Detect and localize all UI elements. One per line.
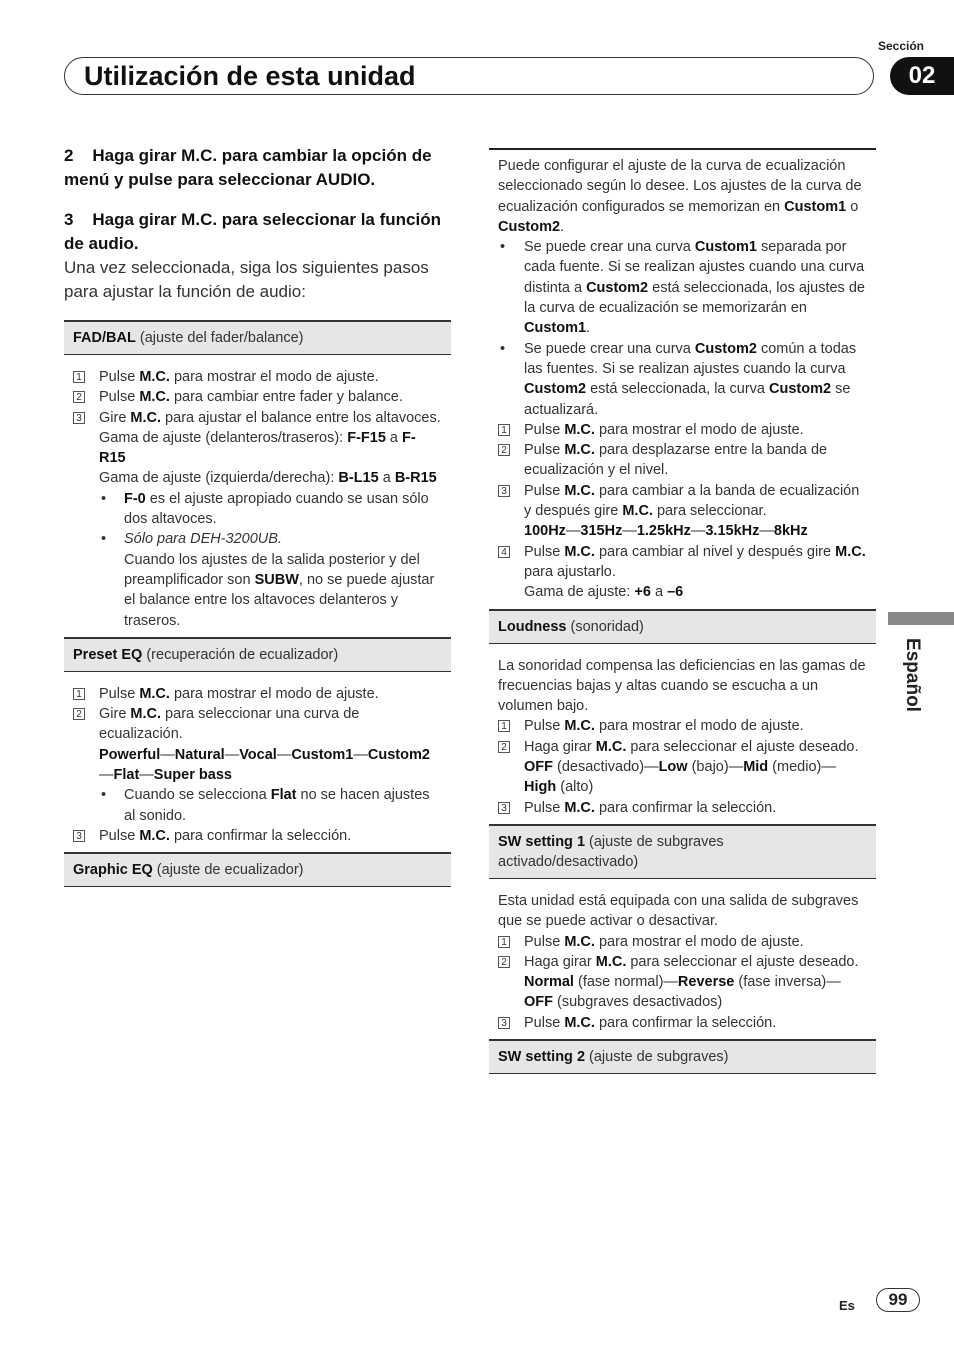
- bullet-item: • Se puede crear una curva Custom1 separada por cada fuente. Si se realizan ajustes cuando una curva distinta a Custom2 está seleccionada, los ajustes de la curva de ecualización se memorizarán en Custom1.: [500, 239, 865, 337]
- list-item: 3 Pulse M.C. para confirmar la selección.: [489, 798, 876, 818]
- step-2: 2 Haga girar M.C. para cambiar la opción de menú y pulse para seleccionar AUDIO.: [64, 146, 432, 189]
- section-number-badge: 02: [890, 57, 954, 95]
- list-item: 2 Gire M.C. para seleccionar una curva de ecualización.: [64, 704, 451, 745]
- list-item: 3 Pulse M.C. para confirmar la selección.: [64, 826, 451, 846]
- list-item: 2 Pulse M.C. para desplazarse entre la banda de ecualización y el nivel.: [489, 440, 876, 481]
- sw-setting-1-intro: Esta unidad está equipada con una salida de subgraves que se puede activar o desactivar.: [498, 892, 859, 930]
- loudness-intro: La sonoridad compensa las deficiencias en las gamas de frecuencias bajas y altas cuando se escucha a un volumen bajo.: [498, 657, 866, 715]
- bullet-item: • Cuando se selecciona Flat no se hacen ajustes al sonido.: [101, 787, 430, 824]
- loudness-heading: Loudness (sonoridad): [489, 609, 876, 644]
- page-number: 99: [876, 1288, 920, 1312]
- sw-setting-2-heading: SW setting 2 (ajuste de subgraves): [489, 1039, 876, 1074]
- list-item: 1 Pulse M.C. para mostrar el modo de ajuste.: [489, 420, 876, 440]
- sw-setting-1-heading: SW setting 1 (ajuste de subgraves activado/desactivado): [489, 824, 876, 879]
- bullet-item: • Sólo para DEH-3200UB. Cuando los ajustes de la salida posterior y del preamplificador son SUBW, no se puede ajustar el balance entre los altavoces delanteros y traseros.: [101, 531, 435, 629]
- list-item: 3 Pulse M.C. para confirmar la selección.: [489, 1013, 876, 1033]
- fadbal-heading: FAD/BAL (ajuste del fader/balance): [64, 320, 451, 355]
- language-tab: [880, 630, 944, 720]
- list-item: 1 Pulse M.C. para mostrar el modo de ajuste.: [64, 367, 451, 387]
- step-3-lead: Una vez seleccionada, siga los siguientes pasos para ajustar la función de audio:: [64, 258, 429, 301]
- graphic-eq-heading: Graphic EQ (ajuste de ecualizador): [64, 852, 451, 887]
- section-label: Sección: [877, 39, 925, 53]
- preset-eq-heading: Preset EQ (recuperación de ecualizador): [64, 637, 451, 672]
- column-top-rule: [489, 148, 876, 150]
- list-item: 3 Pulse M.C. para cambiar a la banda de ecualización y después gire M.C. para seleccionar. 100Hz—315Hz—1.25kHz—3.15kHz—8kHz: [489, 481, 876, 542]
- right-column: [489, 148, 876, 1086]
- bullet-item: • Se puede crear una curva Custom2 común a todas las fuentes. Si se realizan ajustes cuando la curva Custom2 está seleccionada, la curva Custom2 se actualizará.: [500, 340, 857, 418]
- language-tab-label: Español: [902, 638, 923, 712]
- language-tab-marker: [888, 612, 954, 625]
- footer-language: Es: [839, 1298, 855, 1313]
- list-item: 1 Pulse M.C. para mostrar el modo de ajuste.: [489, 716, 876, 736]
- list-item: 1 Pulse M.C. para mostrar el modo de ajuste.: [489, 932, 876, 952]
- bullet-item: • F-0 es el ajuste apropiado cuando se usan sólo dos altavoces.: [101, 490, 429, 528]
- list-item: 2 Haga girar M.C. para seleccionar el ajuste deseado. Normal (fase normal)—Reverse (fase inversa)—OFF (subgraves desactivados): [489, 952, 876, 1013]
- eq-curve-sequence: Powerful—Natural—Vocal—Custom1—Custom2—Flat—Super bass: [99, 746, 430, 784]
- page-title: Utilización de esta unidad: [84, 61, 416, 91]
- list-item: 4 Pulse M.C. para cambiar al nivel y después gire M.C. para ajustarlo. Gama de ajuste: +6 a –6: [489, 542, 876, 603]
- range-front-rear: Gama de ajuste (delanteros/traseros): F-F15 a F-R15: [99, 429, 416, 467]
- range-left-right: Gama de ajuste (izquierda/derecha): B-L15 a B-R15: [99, 470, 437, 487]
- left-column: [64, 144, 451, 899]
- list-item: 2 Haga girar M.C. para seleccionar el ajuste deseado. OFF (desactivado)—Low (bajo)—Mid (medio)—High (alto): [489, 737, 876, 798]
- graphic-eq-intro: Puede configurar el ajuste de la curva de ecualización seleccionado según lo desee. Los ajustes de la curva de ecualización configurados se memorizan en Custom1 o Custom2.: [498, 158, 862, 235]
- list-item: 2 Pulse M.C. para cambiar entre fader y balance.: [64, 387, 451, 407]
- list-item: 3 Gire M.C. para ajustar el balance entre los altavoces.: [64, 408, 451, 428]
- step-3: 3 Haga girar M.C. para seleccionar la función de audio.: [64, 210, 441, 253]
- list-item: 1 Pulse M.C. para mostrar el modo de ajuste.: [64, 684, 451, 704]
